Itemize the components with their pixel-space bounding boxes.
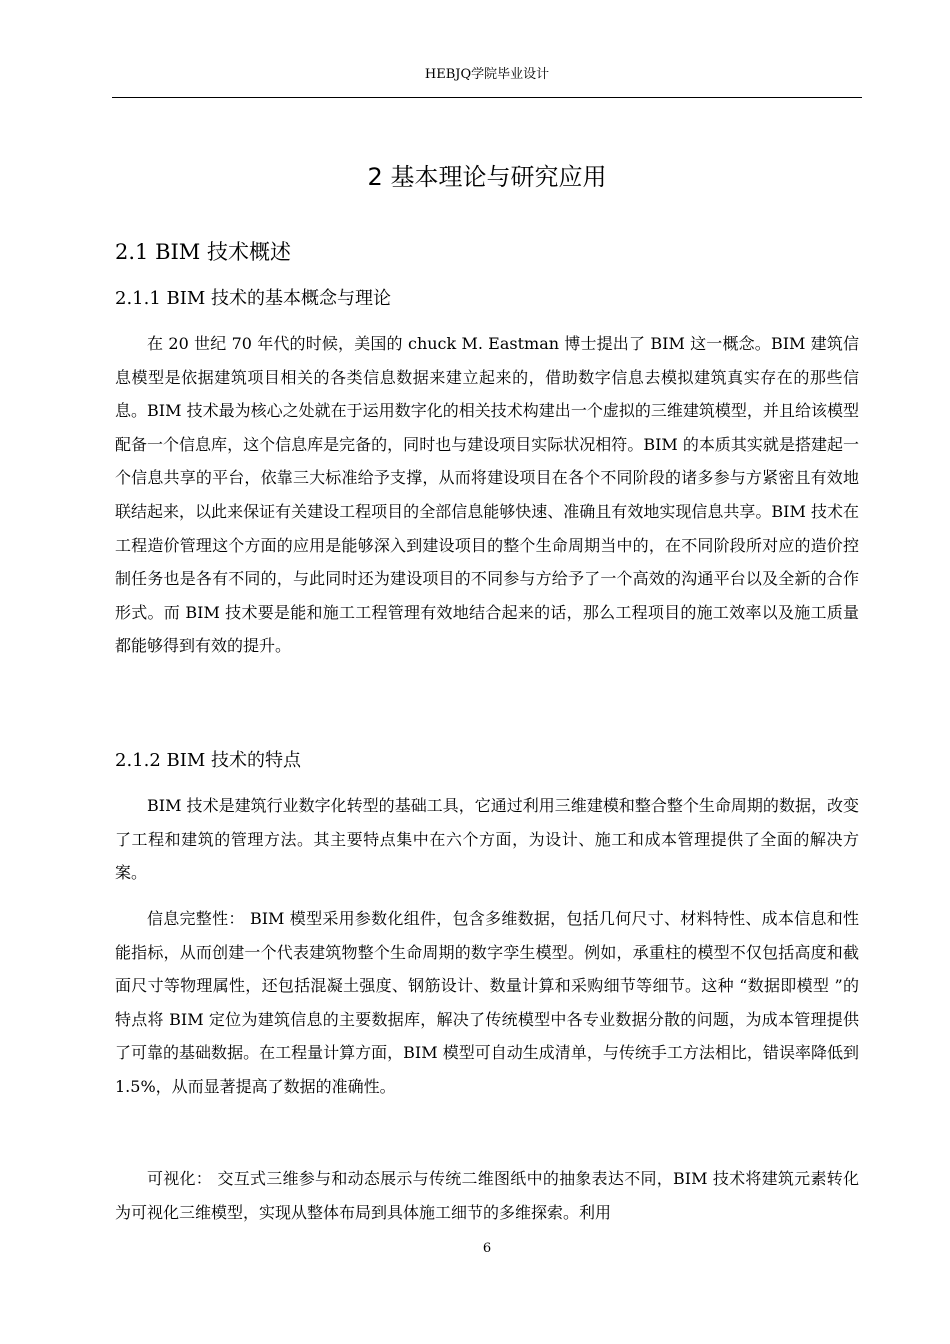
paragraph-visualization: 可视化： 交互式三维参与和动态展示与传统二维图纸中的抽象表达不同，BIM 技术将建筑元素转化为可视化三维模型，实现从整体布局到具体施工细节的多维探索。利用 bbox=[115, 1169, 859, 1222]
header-rule bbox=[112, 97, 862, 98]
page-number: 6 bbox=[482, 1241, 492, 1256]
paragraph-bim-concept: 在 20 世纪 70 年代的时候，美国的 chuck M. Eastman 博士提出了 BIM 这一概念。BIM 建筑信息模型是依据建筑项目相关的各类信息数据来建立起来的，借助数字信息去模拟建筑真实存在的那些信息。BIM 技术最为核心之处就在于运用数字化的相关技术构建出一个虚拟的三维建筑模型，并且给该模型配备一个信息库，这个信息库是完备的，同时也与建设项目实际状况相符。BIM 的本质其实就是搭建起一个信息共享的平台，依靠三大标准给予支撑，从而将建设项目在各个不同阶段的诸多参与方紧密且有效地联结起来，以此来保证有关建设工程项目的全部信息能够快速、准确且有效地实现信息共享。BIM 技术在工程造价管理这个方面的应用是能够深入到建设项目的整个生命周期当中的，在不同阶段所对应的造价控制任务也是各有不同的，与此同时还为建设项目的不同参与方给予了一个高效的沟通平台以及全新的合作形式。而 BIM 技术要是能和施工工程管理有效地结合起来的话，那么工程项目的施工效率以及施工质量都能够得到有效的提升。 bbox=[115, 334, 859, 656]
paragraph-bim-features-intro: BIM 技术是建筑行业数字化转型的基础工具，它通过利用三维建模和整合整个生命周期的数据，改变了工程和建筑的管理方法。其主要特点集中在六个方面，为设计、施工和成本管理提供了全面的解决方案。 bbox=[115, 796, 859, 883]
section-title: 2.1 BIM 技术概述 bbox=[115, 240, 291, 264]
paragraph-information-completeness: 信息完整性： BIM 模型采用参数化组件，包含多维数据，包括几何尺寸、材料特性、成本信息和性能指标，从而创建一个代表建筑物整个生命周期的数字孪生模型。例如，承重柱的模型不仅包括高度和截面尺寸等物理属性，还包括混凝土强度、钢筋设计、数量计算和采购细节等细节。这种 “数据即模型 ”的特点将 BIM 定位为建筑信息的主要数据库，解决了传统模型中各专业数据分散的问题，为成本管理提供了可靠的基础数据。在工程量计算方面，BIM 模型可自动生成清单，与传统手工方法相比，错误率降低到 1.5%，从而显著提高了数据的准确性。 bbox=[115, 909, 859, 1096]
subsection-title-2-1-2: 2.1.2 BIM 技术的特点 bbox=[115, 750, 302, 771]
subsection-title-2-1-1: 2.1.1 BIM 技术的基本概念与理论 bbox=[115, 288, 392, 309]
chapter-title: 2 基本理论与研究应用 bbox=[367, 163, 607, 191]
running-header: HEBJQ学院毕业设计 bbox=[424, 67, 550, 82]
